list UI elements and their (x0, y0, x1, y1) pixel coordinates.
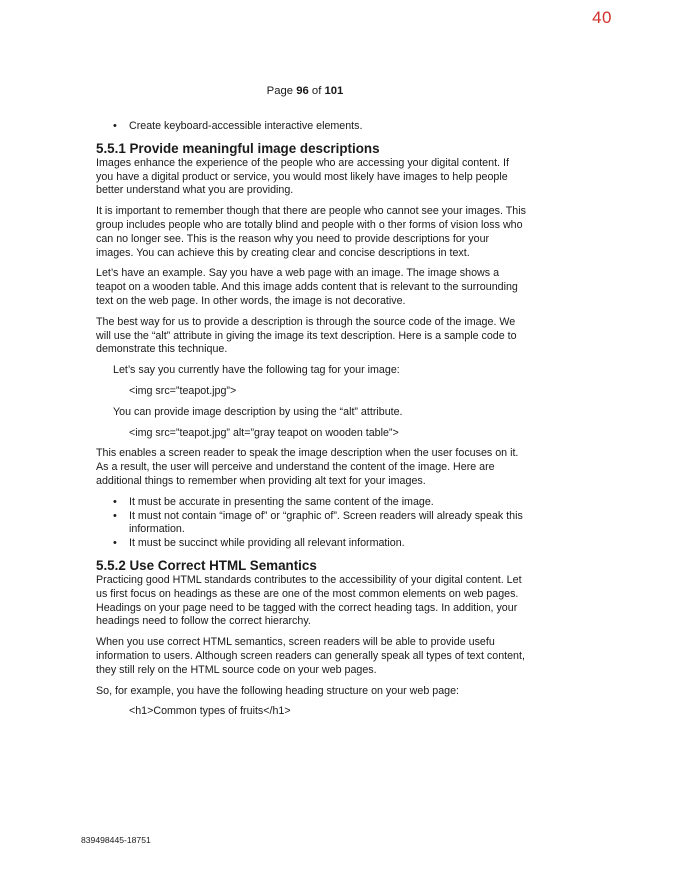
paragraph: The best way for us to provide a description is through the source code of the image. We will use the “alt” attribute in giving the image its text description. Here is a sample code to demonstrate this technique. (96, 315, 517, 356)
current-page-number: 96 (296, 85, 309, 97)
paragraph: Let’s have an example. Say you have a web page with an image. The image shows a teapot on a wooden table. And this image adds content that is relevant to the surrounding text on the web page. In other words, the image is not decorative. (96, 267, 518, 307)
paragraph: Images enhance the experience of the people who are accessing your digital content. If you have a digital product or service, you would most likely have images to help people better understand what you are providing. (96, 156, 509, 197)
list-item: • It must not contain “image of” or “graphic of”. Screen readers will already speak this information. (96, 510, 526, 538)
page-indicator (0, 85, 610, 97)
top-bullet-list (96, 120, 526, 134)
paragraph: Practicing good HTML standards contributes to the accessibility of your digital content. Let us first focus on headings as these are one of the most common elements on web pages. Headings on your page need to be tagged with the correct heading tags. In addition, your headings need to follow the correct hierarchy. (96, 573, 522, 628)
code-sample: <h1>Common types of fruits</h1> (129, 705, 291, 718)
alt-text-rules-list (96, 496, 526, 551)
section-heading-image-descriptions: 5.5.1 Provide meaningful image descriptions (96, 140, 380, 156)
paragraph: You can provide image description by using the “alt” attribute. (113, 405, 403, 418)
page-corner-number: 40 (592, 8, 612, 27)
total-pages-number: 101 (324, 85, 344, 97)
section-heading-html-semantics: 5.5.2 Use Correct HTML Semantics (96, 557, 317, 573)
paragraph: When you use correct HTML semantics, screen readers will be able to provide usefu information to users. Although screen readers can generally speak all types of text content, they still rely on the HTML source code on your web pages. (96, 636, 525, 676)
code-sample: <img src=”teapot.jpg”> (129, 384, 237, 397)
paragraph: This enables a screen reader to speak the image description when the user focuses on it. As a result, the user will perceive and understand the content of the image. Here are additional things to remember when providing alt text for your images. (96, 447, 519, 487)
document-body (96, 120, 526, 719)
document-id: 839498445-18751 (81, 835, 151, 845)
page-label: Page (266, 85, 294, 97)
list-item: • Create keyboard-accessible interactive elements. (96, 120, 526, 134)
list-item: • It must be accurate in presenting the same content of the image. (96, 496, 526, 510)
code-sample: <img src=”teapot.jpg” alt=”gray teapot on wooden table”> (129, 426, 399, 439)
list-item: • It must be succinct while providing all relevant information. (96, 537, 526, 551)
paragraph: Let’s say you currently have the following tag for your image: (113, 364, 400, 377)
paragraph: So, for example, you have the following heading structure on your web page: (96, 684, 460, 697)
paragraph: It is important to remember though that there are people who cannot see your images. This group includes people who are totally blind and people with o ther forms of vision loss who can no longer see. This is the reason why you need to provide descriptions for your images. You can achieve this by creating clear and concise descriptions in text. (96, 205, 526, 259)
page-of-label: of (311, 85, 322, 97)
